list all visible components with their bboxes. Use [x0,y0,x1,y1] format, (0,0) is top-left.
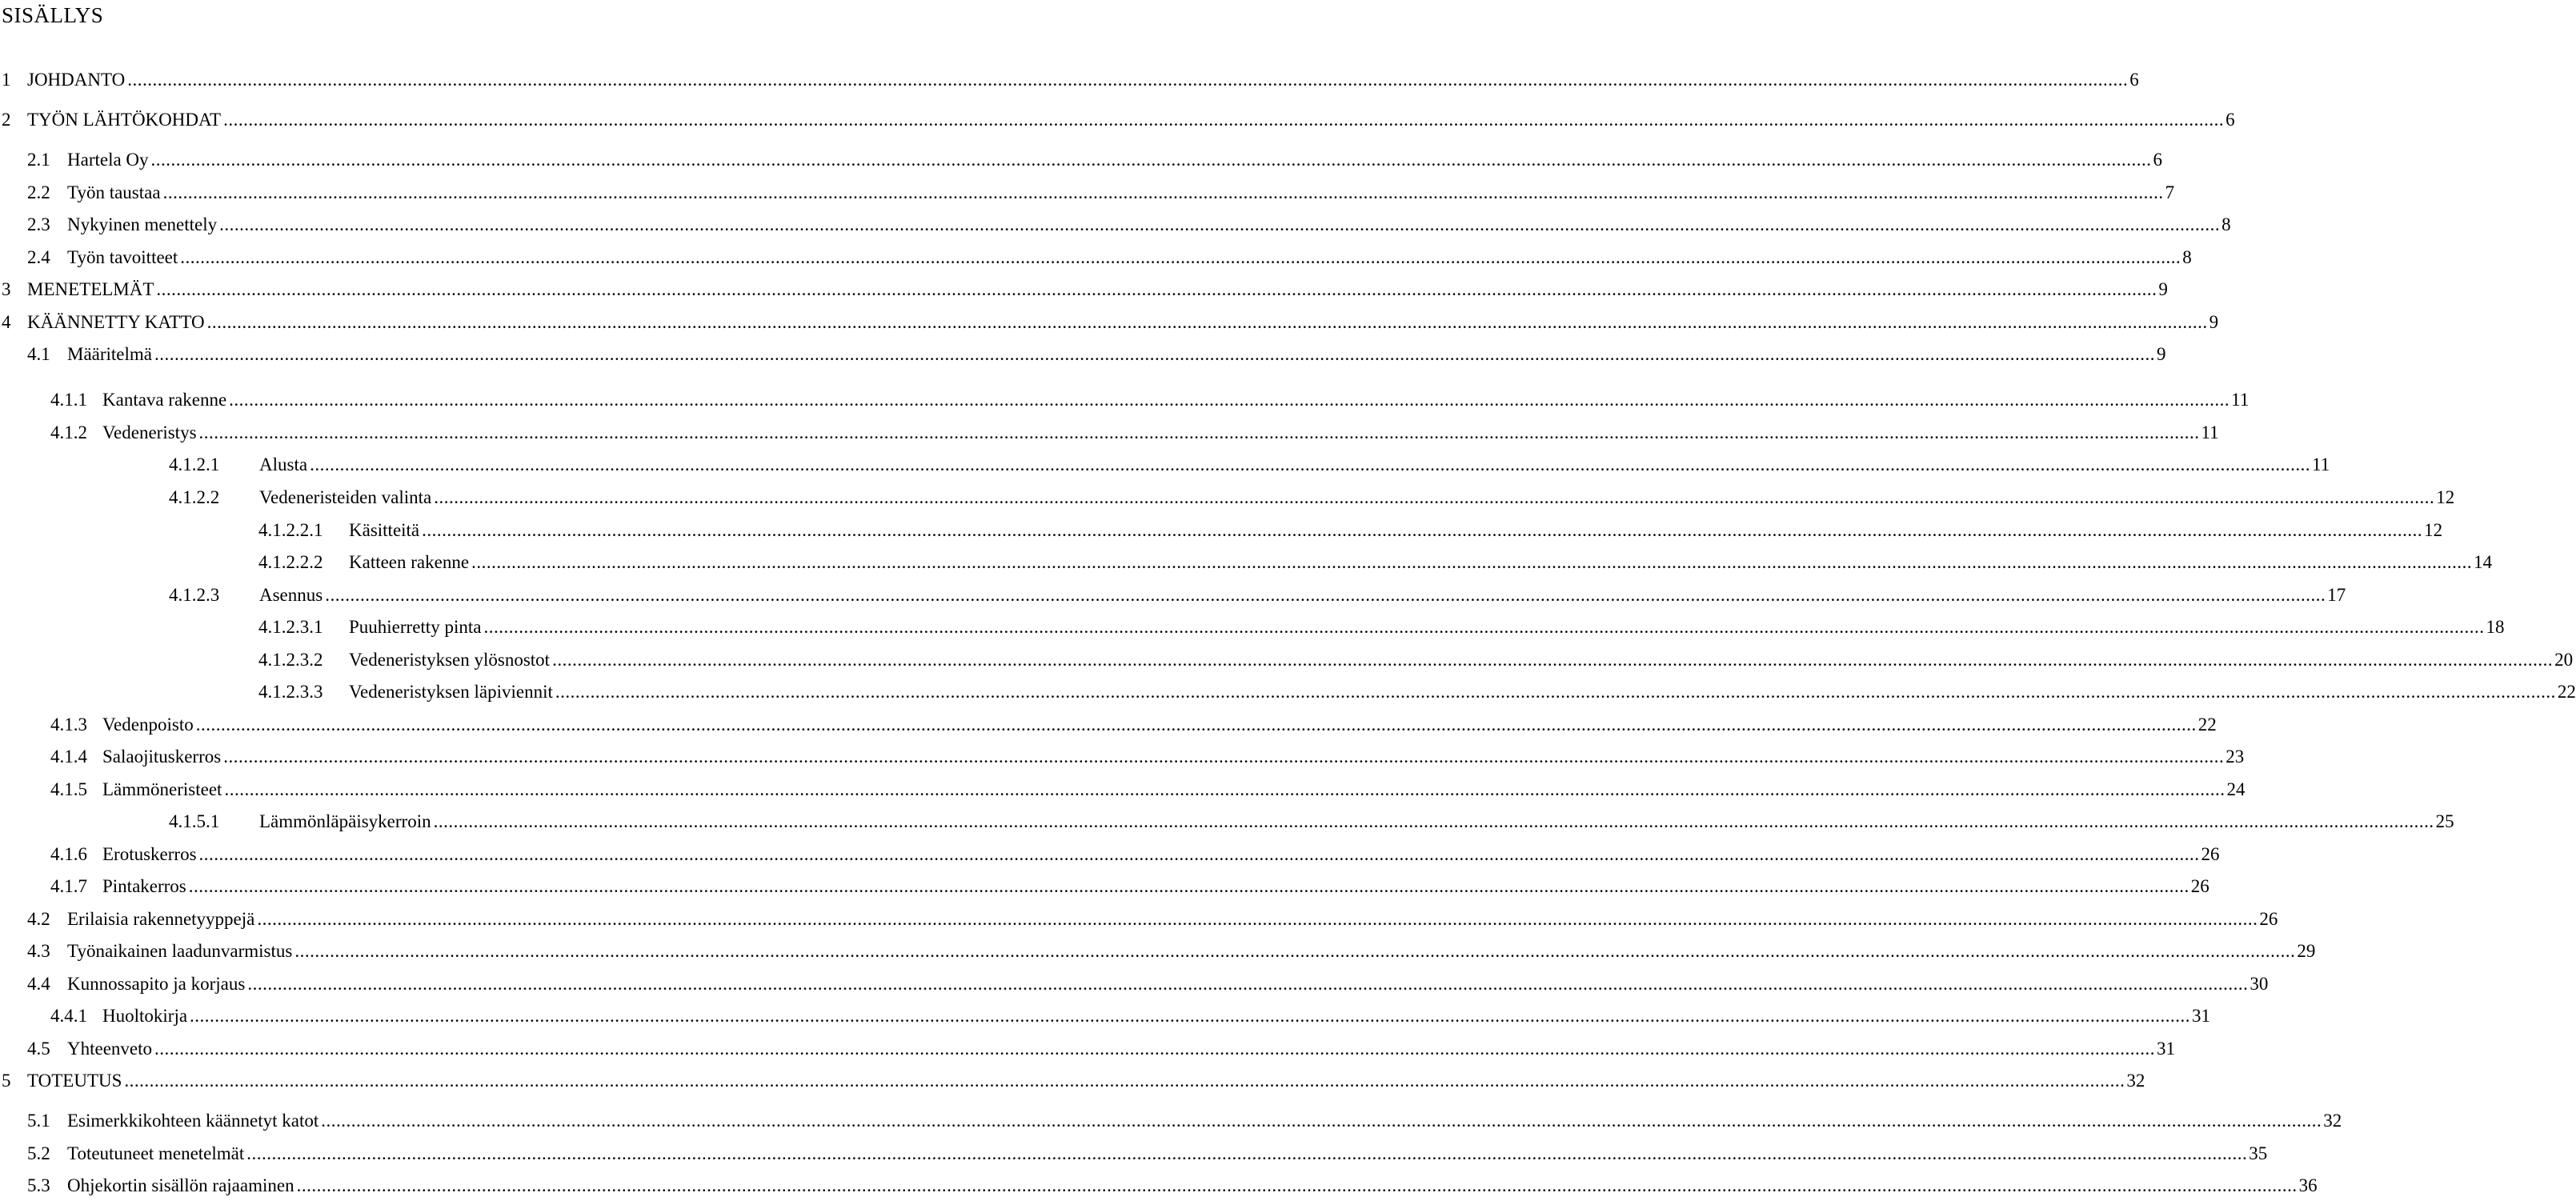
toc-entry-label: Vedenpoisto [102,715,194,735]
toc-entry-label: Erilaisia rakennetyyppejä [67,909,255,929]
dot-leader: ................................................................................................................................................................................................................................................................................................................................................................................................................ [555,682,2556,702]
toc-entry-number: 4.1.2.2.1 [258,520,323,540]
toc-entry-label: Alusta [259,454,308,474]
toc-entry[interactable] [2,278,2168,302]
toc-entry-page-number: 18 [2486,617,2505,637]
toc-entry-label: Käsitteitä [349,520,420,540]
toc-entry-number: 4.1.3 [50,715,87,735]
toc-entry-label: Salaojituskerros [102,747,222,767]
toc-entry-number: 4.4 [27,974,50,994]
toc-entry[interactable] [50,388,2249,412]
dot-leader: ................................................................................................................................................................................................................................................................................................................................................................................................................ [195,715,2197,735]
toc-entry[interactable] [169,810,2454,834]
dot-leader: ................................................................................................................................................................................................................................................................................................................................................................................................................ [434,487,2435,507]
dot-leader: ................................................................................................................................................................................................................................................................................................................................................................................................................ [124,1071,2125,1091]
toc-entry-number: 5.3 [27,1175,50,1195]
dot-leader: ................................................................................................................................................................................................................................................................................................................................................................................................................ [223,747,2225,767]
dot-leader: ................................................................................................................................................................................................................................................................................................................................................................................................................ [483,617,2485,637]
dot-leader: ................................................................................................................................................................................................................................................................................................................................................................................................................ [247,974,2249,994]
dot-leader: ................................................................................................................................................................................................................................................................................................................................................................................................................ [223,110,2225,130]
toc-entry-number: 4.1.5 [50,779,87,799]
toc-entry-page-number: 35 [2249,1143,2268,1163]
dot-leader: ................................................................................................................................................................................................................................................................................................................................................................................................................ [162,182,2164,202]
toc-entry-page-number: 30 [2249,974,2269,994]
toc-entry-label: Vedeneristyksen ylösnostot [349,650,551,670]
toc-entry-number: 1 [2,70,11,90]
dot-leader: ................................................................................................................................................................................................................................................................................................................................................................................................................ [325,585,2326,605]
toc-entry-number: 4.1 [27,344,50,364]
toc-entry-label: Kunnossapito ja korjaus [67,974,246,994]
dot-leader: ................................................................................................................................................................................................................................................................................................................................................................................................................ [154,344,2156,364]
toc-entry-label: KÄÄNNETTY KATTO [27,312,205,332]
toc-entry-number: 5.2 [27,1143,50,1163]
toc-entry-label: Katteen rakenne [349,552,470,572]
toc-entry[interactable] [258,615,2505,639]
dot-leader: ................................................................................................................................................................................................................................................................................................................................................................................................................ [188,876,2189,896]
dot-leader: ................................................................................................................................................................................................................................................................................................................................................................................................................ [198,422,2200,442]
toc-entry-label: Työn tavoitteet [67,247,178,267]
toc-entry-page-number: 12 [2436,487,2455,507]
dot-leader: ................................................................................................................................................................................................................................................................................................................................................................................................................ [229,390,2230,410]
toc-entry-label: Erotuskerros [102,844,197,864]
toc-entry[interactable] [27,1109,2342,1133]
dot-leader: ................................................................................................................................................................................................................................................................................................................................................................................................................ [471,552,2473,572]
toc-entry-label: Määritelmä [67,344,153,364]
dot-leader: ................................................................................................................................................................................................................................................................................................................................................................................................................ [156,279,2157,299]
toc-entry-number: 4.1.1 [50,390,87,410]
toc-entry[interactable] [50,843,2220,867]
toc-entry[interactable] [2,68,2139,92]
toc-entry[interactable] [258,518,2443,542]
toc-entry-label: Pintakerros [102,876,186,896]
toc-entry-number: 4.5 [27,1039,50,1059]
toc-entry-number: 4.1.5.1 [169,811,220,831]
toc-entry-page-number: 22 [2197,715,2217,735]
toc-entry[interactable] [169,453,2330,477]
toc-entry-page-number: 6 [2153,150,2163,170]
toc-entry-page-number: 32 [2323,1111,2342,1131]
toc-entry-number: 4.1.2.3.2 [258,650,323,670]
toc-entry-page-number: 17 [2327,585,2346,605]
toc-entry[interactable] [50,713,2217,737]
toc-entry-label: Nykyinen menettely [67,214,218,234]
toc-entry[interactable] [258,648,2574,672]
toc-entry-label: Esimerkkikohteen käännetyt katot [67,1111,319,1131]
toc-entry-label: Puuhierretty pinta [349,617,482,637]
toc-entry-number: 4.1.2.2.2 [258,552,323,572]
dot-leader: ................................................................................................................................................................................................................................................................................................................................................................................................................ [180,247,2181,267]
toc-entry-label: JOHDANTO [27,70,126,90]
dot-leader: ................................................................................................................................................................................................................................................................................................................................................................................................................ [294,941,2296,961]
toc-entry-page-number: 26 [2201,844,2220,864]
toc-entry-number: 5 [2,1071,11,1091]
toc-entry-label: Työn taustaa [67,182,161,202]
toc-entry-page-number: 20 [2554,650,2574,670]
toc-entry-number: 4.3 [27,941,50,961]
toc-entry[interactable] [2,108,2235,132]
toc-entry-page-number: 11 [2231,390,2249,410]
toc-entry[interactable] [258,550,2493,574]
toc-entry[interactable] [2,310,2219,334]
dot-leader: ................................................................................................................................................................................................................................................................................................................................................................................................................ [246,1143,2248,1163]
toc-entry-number: 4.1.2.2 [169,487,220,507]
toc-entry[interactable] [27,213,2231,237]
toc-entry-label: Vedeneristyksen läpiviennit [349,682,553,702]
toc-entry[interactable] [2,1069,2145,1093]
toc-entry-page-number: 14 [2474,552,2493,572]
toc-entry-label: Vedeneristeiden valinta [259,487,432,507]
toc-entry-label: TOTEUTUS [27,1071,122,1091]
toc-entry[interactable] [50,745,2245,769]
toc-entry-number: 3 [2,279,11,299]
toc-entry[interactable] [27,939,2316,963]
toc-entry-page-number: 36 [2298,1175,2318,1195]
toc-entry-label: Huoltokirja [102,1006,188,1026]
toc-entry[interactable] [27,342,2166,366]
toc-entry[interactable] [27,907,2278,931]
toc-entry-page-number: 23 [2225,747,2245,767]
toc-entry[interactable] [27,1174,2318,1198]
dot-leader: ................................................................................................................................................................................................................................................................................................................................................................................................................ [224,779,2225,799]
dot-leader: ................................................................................................................................................................................................................................................................................................................................................................................................................ [296,1175,2298,1195]
toc-entry[interactable] [258,680,2576,704]
dot-leader: ................................................................................................................................................................................................................................................................................................................................................................................................................ [310,454,2311,474]
toc-entry-page-number: 32 [2126,1071,2145,1091]
toc-entry[interactable] [27,181,2175,205]
toc-entry-page-number: 11 [2201,422,2219,442]
toc-entry-number: 4.1.2 [50,422,87,442]
toc-entry-page-number: 9 [2158,279,2168,299]
toc-entry[interactable] [27,1037,2176,1061]
toc-entry-page-number: 26 [2190,876,2209,896]
toc-entry-page-number: 26 [2259,909,2278,929]
toc-entry-label: Lämmönläpäisykerroin [259,811,431,831]
toc-entry[interactable] [27,246,2192,270]
toc-entry-page-number: 31 [2192,1006,2211,1026]
dot-leader: ................................................................................................................................................................................................................................................................................................................................................................................................................ [190,1006,2191,1026]
toc-entry-label: Asennus [259,585,323,605]
toc-entry-label: Kantava rakenne [102,390,227,410]
toc-entry-page-number: 7 [2165,182,2175,202]
dot-leader: ................................................................................................................................................................................................................................................................................................................................................................................................................ [433,811,2434,831]
toc-entry-number: 2 [2,110,11,130]
toc-entry-number: 4.1.2.3.1 [258,617,323,637]
dot-leader: ................................................................................................................................................................................................................................................................................................................................................................................................................ [127,70,2129,90]
toc-entry[interactable] [169,486,2455,510]
dot-leader: ................................................................................................................................................................................................................................................................................................................................................................................................................ [321,1111,2322,1131]
toc-entry[interactable] [50,1004,2211,1028]
toc-entry-number: 4.1.2.3.3 [258,682,323,702]
toc-entry-label: Yhteenveto [67,1039,153,1059]
dot-leader: ................................................................................................................................................................................................................................................................................................................................................................................................................ [150,150,2152,170]
toc-entry-label: MENETELMÄT [27,279,154,299]
dot-leader: ................................................................................................................................................................................................................................................................................................................................................................................................................ [219,214,2221,234]
toc-entry-page-number: 25 [2435,811,2454,831]
toc-entry-page-number: 6 [2129,70,2139,90]
toc-entry-number: 5.1 [27,1111,50,1131]
dot-leader: ................................................................................................................................................................................................................................................................................................................................................................................................................ [206,312,2208,332]
toc-entry-number: 4.1.2.3 [169,585,220,605]
toc-entry-number: 4.1.6 [50,844,87,864]
toc-entry-label: Hartela Oy [67,150,149,170]
toc-entry-number: 4.1.7 [50,876,87,896]
toc-entry-page-number: 9 [2157,344,2166,364]
toc-entry-label: Ohjekortin sisällön rajaaminen [67,1175,294,1195]
toc-entry-page-number: 8 [2221,214,2231,234]
toc-entry-label: Toteutuneet menetelmät [67,1143,245,1163]
toc-entry[interactable] [50,875,2209,899]
toc-entry-page-number: 11 [2312,454,2330,474]
toc-entry[interactable] [169,583,2346,607]
toc-entry-label: TYÖN LÄHTÖKOHDAT [27,110,222,130]
toc-entry-page-number: 6 [2225,110,2235,130]
toc-entry-page-number: 8 [2182,247,2192,267]
toc-entry[interactable] [27,972,2269,996]
toc-entry-page-number: 22 [2557,682,2576,702]
toc-entry[interactable] [27,148,2163,172]
toc-entry-label: Lämmöneristeet [102,779,222,799]
toc-entry-number: 2.1 [27,150,50,170]
toc-entry-page-number: 9 [2209,312,2219,332]
page-title: SISÄLLYS [2,3,104,27]
toc-entry-page-number: 31 [2157,1039,2176,1059]
toc-entry-number: 2.2 [27,182,50,202]
dot-leader: ................................................................................................................................................................................................................................................................................................................................................................................................................ [257,909,2258,929]
toc-entry-page-number: 12 [2424,520,2443,540]
toc-entry[interactable] [27,1142,2268,1166]
toc-entry-label: Vedeneristys [102,422,197,442]
toc-entry-number: 4.4.1 [50,1006,87,1026]
toc-entry-number: 4.2 [27,909,50,929]
dot-leader: ................................................................................................................................................................................................................................................................................................................................................................................................................ [154,1039,2156,1059]
toc-entry-number: 2.3 [27,214,50,234]
toc-entry[interactable] [50,421,2219,445]
toc-entry[interactable] [50,778,2245,802]
toc-entry-page-number: 24 [2226,779,2245,799]
toc-entry-number: 4.1.4 [50,747,87,767]
toc-entry-number: 4.1.2.1 [169,454,220,474]
toc-entry-page-number: 29 [2297,941,2316,961]
dot-leader: ................................................................................................................................................................................................................................................................................................................................................................................................................ [198,844,2200,864]
dot-leader: ................................................................................................................................................................................................................................................................................................................................................................................................................ [552,650,2554,670]
toc-entry-number: 4 [2,312,11,332]
toc-entry-number: 2.4 [27,247,50,267]
toc-entry-label: Työnaikainen laadunvarmistus [67,941,293,961]
dot-leader: ................................................................................................................................................................................................................................................................................................................................................................................................................ [422,520,2423,540]
